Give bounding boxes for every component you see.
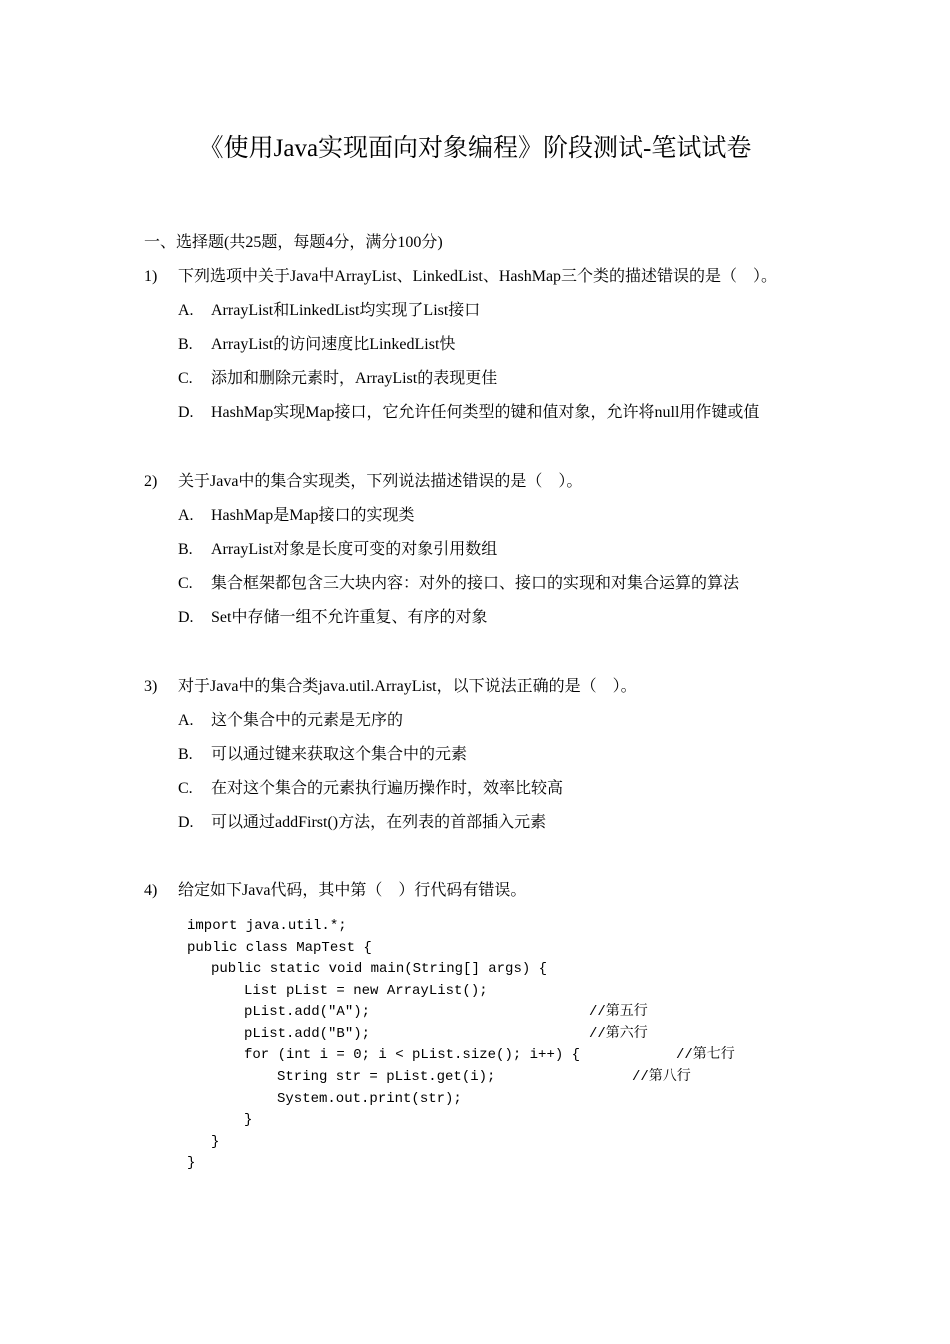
option-letter: C. — [178, 780, 193, 797]
question-number: 4) — [144, 882, 158, 899]
option-text: 集合框架都包含三大块内容：对外的接口、接口的实现和对集合运算的算法 — [211, 575, 740, 592]
code-line: } — [244, 1112, 253, 1128]
option-letter: A. — [178, 712, 194, 729]
code-line: } — [211, 1134, 220, 1150]
code-comment: //第八行 — [632, 1069, 691, 1085]
option-letter: D. — [178, 404, 194, 421]
option-text: 添加和删除元素时，ArrayList的表现更佳 — [211, 370, 498, 387]
option-letter: C. — [178, 370, 193, 387]
option-letter: B. — [178, 746, 193, 763]
code-comment: //第六行 — [589, 1026, 648, 1042]
question-text: 对于Java中的集合类java.util.ArrayList，以下说法正确的是（ ）。 — [178, 678, 637, 695]
option-text: ArrayList对象是长度可变的对象引用数组 — [211, 541, 498, 558]
page-title: 《使用Java实现面向对象编程》阶段测试-笔试试卷 — [198, 135, 752, 162]
option-text: ArrayList的访问速度比LinkedList快 — [211, 336, 456, 353]
question-text: 给定如下Java代码，其中第（ ）行代码有错误。 — [178, 882, 527, 899]
question-text: 关于Java中的集合实现类，下列说法描述错误的是（ ）。 — [178, 473, 583, 490]
question-number: 2) — [144, 473, 158, 490]
code-comment: //第五行 — [589, 1004, 648, 1020]
option-letter: A. — [178, 302, 194, 319]
option-letter: C. — [178, 575, 193, 592]
question-number: 1) — [144, 268, 158, 285]
option-letter: B. — [178, 541, 193, 558]
question-text: 下列选项中关于Java中ArrayList、LinkedList、HashMap三个类的描述错误的是（ ）。 — [178, 268, 778, 285]
option-text: 这个集合中的元素是无序的 — [211, 712, 404, 729]
code-line: String str = pList.get(i); — [277, 1069, 496, 1085]
question-number: 3) — [144, 678, 158, 695]
option-text: 可以通过键来获取这个集合中的元素 — [211, 746, 468, 763]
code-line: List pList = new ArrayList(); — [244, 983, 488, 999]
option-letter: D. — [178, 814, 194, 831]
option-text: 在对这个集合的元素执行遍历操作时，效率比较高 — [211, 780, 564, 797]
code-line: public static void main(String[] args) { — [211, 961, 548, 977]
code-line: System.out.print(str); — [277, 1091, 462, 1107]
code-line: import java.util.*; — [187, 918, 347, 934]
code-line: pList.add("B"); — [244, 1026, 371, 1042]
section-heading: 一、选择题(共25题，每题4分，满分100分) — [144, 234, 443, 251]
code-line: } — [187, 1155, 196, 1171]
code-comment: //第七行 — [676, 1047, 735, 1063]
option-text: HashMap是Map接口的实现类 — [211, 507, 415, 524]
option-letter: B. — [178, 336, 193, 353]
option-letter: A. — [178, 507, 194, 524]
option-text: 可以通过addFirst()方法，在列表的首部插入元素 — [211, 814, 547, 831]
code-line: public class MapTest { — [187, 940, 372, 956]
option-letter: D. — [178, 609, 194, 626]
option-text: ArrayList和LinkedList均实现了List接口 — [211, 302, 481, 319]
code-line: pList.add("A"); — [244, 1004, 371, 1020]
option-text: Set中存储一组不允许重复、有序的对象 — [211, 609, 488, 626]
code-line: for (int i = 0; i < pList.size(); i++) { — [244, 1047, 581, 1063]
option-text: HashMap实现Map接口，它允许任何类型的键和值对象，允许将null用作键或值 — [211, 404, 760, 421]
